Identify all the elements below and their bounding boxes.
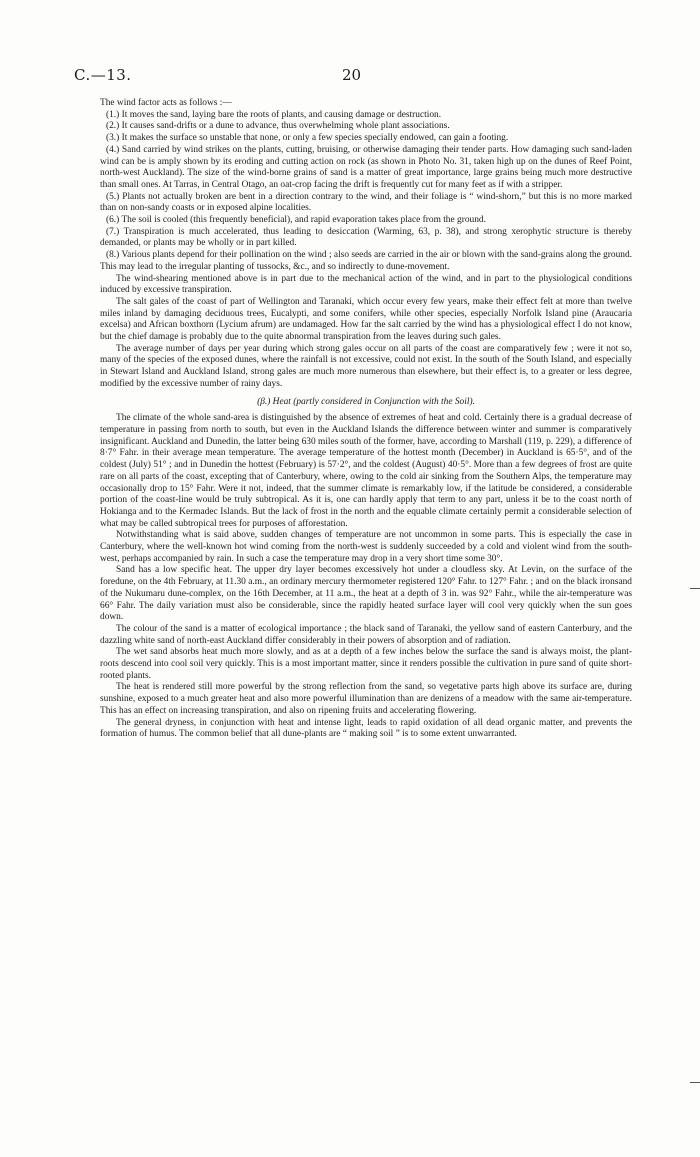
- paragraph: Sand has a low specific heat. The upper dry layer becomes excessively hot under a cloudless sky. At Levin, on the surface of the foredune, on the 4th February, at 11.30 a.m., an ordinary mercury thermometer registered 120° Fahr. to 127° Fahr. ; and on the black ironsand of the Nukumaru dune-complex, on the 16th December, at 11 a.m., the heat at a depth of 3 in. was 92° Fahr., while the air-temperature was 66° Fahr. The daily variation must also be considerable, since the rapidly heated surface layer will cool very quickly when the sun goes down.: [100, 565, 632, 623]
- paragraph: The average number of days per year during which strong gales occur on all parts of the coast are comparatively few ; were it not so, many of the species of the exposed dunes, where the rainfall is not excessive, could not exist. In the south of the South Island, and especially in Stewart Island and Auckland Island, strong gales are much more numerous than elsewhere, but their effect is, to a greater or less degree, modified by the excessive number of rainy days.: [100, 343, 632, 389]
- paragraph: The climate of the whole sand-area is distinguished by the absence of extremes of heat and cold. Certainly there is a gradual decrease of temperature in passing from north to south, but even in the Auckland Islands the difference between winter and summer is comparatively insignificant. Auckland and Dunedin, the latter being 630 miles south of the former, have, according to Marshall (119, p. 229), a difference of 8·7° Fahr. in their average mean temperature. The average temperature of the hottest month (December) in Auckland is 65·5°, and of the coldest (July) 51° ; and in Dunedin the hottest (February) is 57·2°, and the coldest (August) 40·5°. More than a few degrees of frost are quite rare on all parts of the coast, excepting that of Canterbury, where, owing to the cold air sinking from the Southern Alps, the temperature may occasionally drop to 15° Fahr. Were it not, indeed, that the summer climate is remarkably low, if the latitude be considered, a considerable portion of the coast-line would be truly subtropical. As it is, one can hardly apply that term to any part, unless it be to the coast north of Hokianga and to the Kermadec Islands. But the lack of frost in the north and the equable climate certainly permit a considerable selection of what may be called subtropical trees for purposes of afforestation.: [100, 413, 632, 529]
- margin-mark: [690, 588, 700, 589]
- margin-mark: [690, 1082, 700, 1083]
- paragraph: (8.) Various plants depend for their pollination on the wind ; also seeds are carried in the air or blown with the sand-grains along the ground. This may lead to the irregular planting of tussocks, &c., and so indirectly to dune-movement.: [100, 250, 632, 272]
- section-heading: (β.) Heat (partly considered in Conjunction with the Soil).: [257, 396, 475, 407]
- paragraph: (3.) It makes the surface so unstable that none, or only a few species specially endowed, can gain a footing.: [106, 133, 509, 144]
- paragraph: The wind-shearing mentioned above is in part due to the mechanical action of the wind, and in part to the physiological conditions induced by excessive transpiration.: [100, 273, 632, 296]
- paragraph: The salt gales of the coast of part of Wellington and Taranaki, which occur every few years, make their effect felt at more than twelve miles inland by damaging deciduous trees, Eucalypti, and some conifers, while other species, especially Norfolk Island pine (Araucaria excelsa) and African boxthorn (Lycium afrum) are undamaged. How far the salt carried by the wind has a physiological effect I do not know, but the chief damage is probably due to the quite abnormal transpiration from the leaves during such gales.: [100, 296, 632, 343]
- heat-section: [100, 413, 632, 741]
- paragraph: The general dryness, in conjunction with heat and intense light, leads to rapid oxidation of all dead organic matter, and prevents the formation of humus. The common belief that all dune-plants are “ making soil ” is to some extent unwarranted.: [100, 717, 632, 740]
- paragraph: (5.) Plants not actually broken are bent in a direction contrary to the wind, and their foliage is “ wind-shorn,” but this is no more marked than on non-sandy coasts or in exposed alpine localities.: [100, 191, 632, 214]
- paragraph: (2.) It causes sand-drifts or a dune to advance, thus overwhelming whole plant associations.: [106, 121, 450, 132]
- page-header: [74, 66, 634, 90]
- paragraph: Notwithstanding what is said above, sudden changes of temperature are not uncommon in some parts. This is especially the case in Canterbury, where the well-known hot wind coming from the north-west is suddenly succeeded by a cold and violent wind from the south-west, perhaps accompanied by rain. In such a case the temperature may drop in a very short time some 30°.: [100, 530, 632, 564]
- document-id: C.—13.: [74, 66, 132, 84]
- paragraph: (4.) Sand carried by wind strikes on the plants, cutting, bruising, or otherwise damaging their tender parts. How damaging such sand-laden wind can be is amply shown by its eroding and cutting action on rock (as shown in Photo No. 31, taken high up on the dunes of Reef Point, north-west Auckland). The size of the wind-borne grains of sand is a matter of great importance, large grains being much more destructive than small ones. At Tarras, in Central Otago, an oat-crop facing the drift is frequently cut for many feet as if with a stripper.: [100, 144, 632, 190]
- paragraph: The colour of the sand is a matter of ecological importance ; the black sand of Taranaki, the yellow sand of eastern Canterbury, and the dazzling white sand of north-east Auckland differ considerably in their powers of absorption and of radiation.: [100, 623, 632, 646]
- body-text: [100, 98, 632, 741]
- paragraph: The wet sand absorbs heat much more slowly, and as at a depth of a few inches below the surface the sand is always moist, the plant-roots descend into cool soil very quickly. This is a most important matter, since it renders possible the cultivation in pure sand of quite short-rooted plants.: [100, 647, 632, 681]
- paragraph: The heat is rendered still more powerful by the strong reflection from the sand, so vegetative parts high above its surface are, during sunshine, exposed to a much greater heat and also more powerful illumination than are denizens of a meadow with the same air-temperature. This has an effect on increasing transpiration, and also on ripening fruits and accelerating flowering.: [100, 682, 632, 716]
- paragraph: The wind factor acts as follows :—: [100, 98, 232, 108]
- page-number: 20: [342, 66, 362, 84]
- paragraph: (1.) It moves the sand, laying bare the roots of plants, and causing damage or destruction.: [106, 109, 442, 120]
- paragraph: (7.) Transpiration is much accelerated, thus leading to desiccation (Warming, 63, p. 38), and strong xerophytic structure is thereby demanded, or plants may be wholly or in part killed.: [100, 226, 632, 249]
- wind-section: [100, 98, 632, 391]
- paragraph: (6.) The soil is cooled (this frequently beneficial), and rapid evaporation takes place from the ground.: [106, 215, 486, 226]
